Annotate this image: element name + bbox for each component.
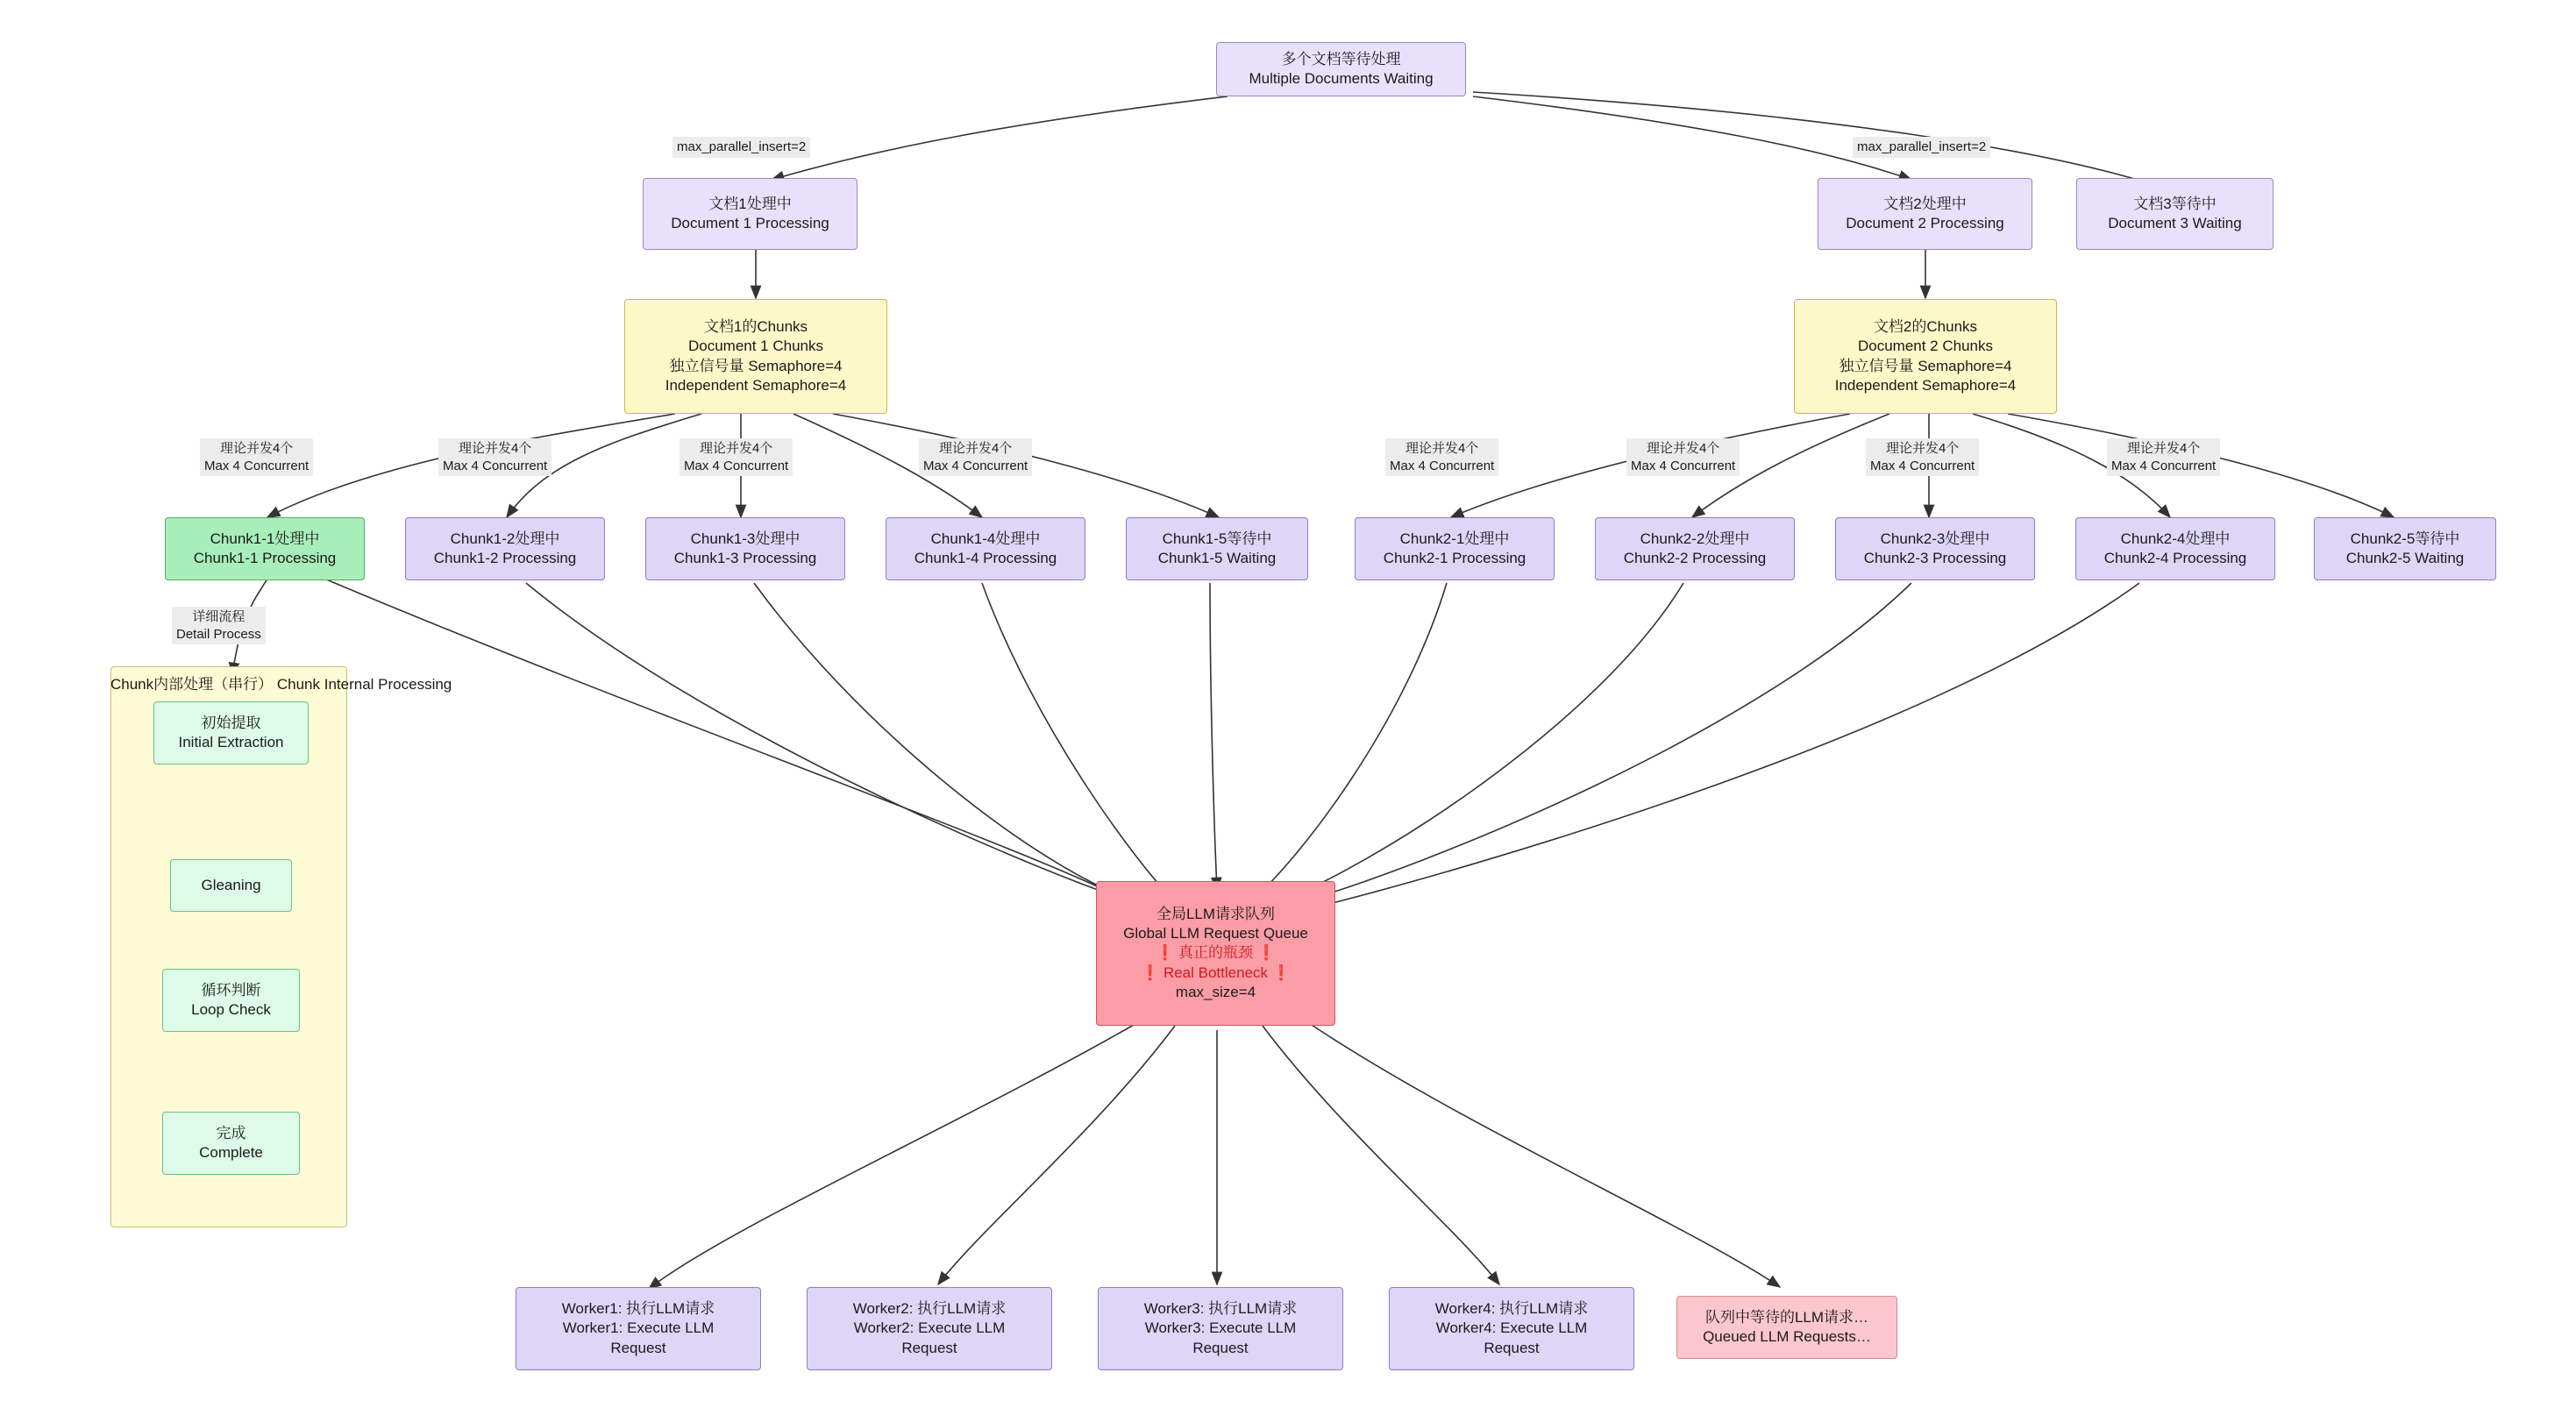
worker-4-en2: Request <box>1484 1339 1540 1356</box>
queued-zh: 队列中等待的LLM请求… <box>1704 1308 1869 1326</box>
worker-3-en2: Request <box>1192 1339 1249 1356</box>
queue-line3: ❗ 真正的瓶颈 ❗ <box>1156 944 1276 962</box>
max4-7-zh: 理论并发4个 <box>1870 440 1975 458</box>
node-gleaning-label: Gleaning <box>201 876 261 893</box>
node-chunk2-5[interactable] <box>2314 517 2496 580</box>
cluster-label-line1: Chunk内部处理（串行） <box>110 676 274 693</box>
node-document-1-zh: 文档1处理中 <box>708 195 792 212</box>
node-multiple-documents[interactable] <box>1216 42 1466 96</box>
node-queued-requests[interactable] <box>1676 1296 1897 1359</box>
edge-label-max4-1 <box>200 438 313 476</box>
worker-4-en1: Worker4: Execute LLM <box>1435 1319 1588 1337</box>
edge-label-max4-4 <box>919 438 1032 476</box>
edge-label-max4-6 <box>1626 438 1740 476</box>
node-complete-en: Complete <box>199 1144 263 1161</box>
detail-zh: 详细流程 <box>176 608 261 626</box>
worker-4-zh: Worker4: 执行LLM请求 <box>1434 1300 1589 1318</box>
doc1-chunks-line2: Document 1 Chunks <box>687 338 824 355</box>
node-initial-extraction[interactable] <box>153 701 309 765</box>
node-document-3[interactable] <box>2076 178 2274 250</box>
max4-4-en: Max 4 Concurrent <box>923 458 1028 473</box>
queue-line1: 全局LLM请求队列 <box>1156 906 1276 923</box>
node-document-3-zh: 文档3等待中 <box>2133 195 2217 212</box>
node-chunk1-1-en: Chunk1-1 Processing <box>193 550 337 566</box>
node-gleaning[interactable] <box>170 859 292 912</box>
node-chunk1-4-zh: Chunk1-4处理中 <box>930 530 1041 547</box>
max4-7-en: Max 4 Concurrent <box>1870 458 1975 473</box>
node-loop-check-en: Loop Check <box>191 1001 271 1018</box>
node-chunk1-5[interactable] <box>1126 517 1308 580</box>
max4-6-zh: 理论并发4个 <box>1631 440 1735 458</box>
max4-2-zh: 理论并发4个 <box>443 440 547 458</box>
node-chunk2-5-en: Chunk2-5 Waiting <box>2345 550 2465 566</box>
edge-label-max4-7 <box>1866 438 1979 476</box>
node-chunk1-3-en: Chunk1-3 Processing <box>673 550 817 566</box>
max4-4-zh: 理论并发4个 <box>923 440 1028 458</box>
worker-3-zh: Worker3: 执行LLM请求 <box>1143 1300 1298 1318</box>
max4-6-en: Max 4 Concurrent <box>1631 458 1736 473</box>
doc2-chunks-line1: 文档2的Chunks <box>1873 318 1978 336</box>
edge-label-detail-process <box>172 607 266 644</box>
node-chunk2-2-zh: Chunk2-2处理中 <box>1640 530 1750 547</box>
node-multiple-documents-en: Multiple Documents Waiting <box>1249 70 1434 87</box>
node-document-2-en: Document 2 Processing <box>1846 215 2004 231</box>
edge-label-max4-3 <box>680 438 793 476</box>
max4-3-en: Max 4 Concurrent <box>684 458 789 473</box>
cluster-label-line2: Chunk Internal Processing <box>276 676 452 693</box>
node-chunk2-5-zh: Chunk2-5等待中 <box>2350 530 2460 547</box>
node-worker-4[interactable] <box>1389 1287 1634 1370</box>
node-chunk1-5-zh: Chunk1-5等待中 <box>1162 530 1272 547</box>
node-initial-extraction-zh: 初始提取 <box>201 714 261 731</box>
node-chunk1-3[interactable] <box>645 517 845 580</box>
max4-5-en: Max 4 Concurrent <box>1390 458 1495 473</box>
edge-label-max-parallel-right: max_parallel_insert=2 <box>1853 137 1990 158</box>
node-chunk2-1-en: Chunk2-1 Processing <box>1383 550 1526 566</box>
queued-en: Queued LLM Requests… <box>1703 1328 1871 1345</box>
node-worker-1[interactable] <box>516 1287 761 1370</box>
max4-2-en: Max 4 Concurrent <box>443 458 548 473</box>
node-document-2-zh: 文档2处理中 <box>1883 195 1967 212</box>
node-chunk2-2[interactable] <box>1595 517 1795 580</box>
node-chunk2-4-zh: Chunk2-4处理中 <box>2120 530 2231 547</box>
node-chunk2-4[interactable] <box>2075 517 2275 580</box>
node-chunk2-3-zh: Chunk2-3处理中 <box>1880 530 1990 547</box>
max4-1-zh: 理论并发4个 <box>204 440 309 458</box>
edge-label-max-parallel-left: max_parallel_insert=2 <box>672 137 810 158</box>
node-chunk1-2-zh: Chunk1-2处理中 <box>450 530 560 547</box>
worker-2-en1: Worker2: Execute LLM <box>853 1319 1006 1337</box>
node-document-3-en: Document 3 Waiting <box>2108 215 2242 231</box>
node-chunk2-1-zh: Chunk2-1处理中 <box>1399 530 1510 547</box>
node-worker-2[interactable] <box>807 1287 1052 1370</box>
cluster-chunk-internal-label <box>110 675 452 694</box>
node-complete[interactable] <box>162 1112 300 1175</box>
edge-label-max4-5 <box>1385 438 1498 476</box>
node-chunk2-1[interactable] <box>1355 517 1555 580</box>
node-document-2[interactable] <box>1818 178 2032 250</box>
node-complete-zh: 完成 <box>216 1124 246 1141</box>
queue-line5: max_size=4 <box>1175 983 1256 1000</box>
node-document-2-chunks[interactable] <box>1794 299 2057 414</box>
doc1-chunks-line4: Independent Semaphore=4 <box>665 376 847 394</box>
doc2-chunks-line4: Independent Semaphore=4 <box>1834 376 2017 394</box>
doc1-chunks-line1: 文档1的Chunks <box>703 318 808 336</box>
node-global-llm-queue[interactable] <box>1096 881 1335 1026</box>
max4-1-en: Max 4 Concurrent <box>204 458 310 473</box>
node-document-1[interactable] <box>643 178 857 250</box>
max4-8-zh: 理论并发4个 <box>2111 440 2216 458</box>
worker-1-en2: Request <box>610 1339 666 1356</box>
node-chunk1-5-en: Chunk1-5 Waiting <box>1157 550 1277 566</box>
worker-3-en1: Worker3: Execute LLM <box>1144 1319 1297 1337</box>
edge-label-max4-2 <box>438 438 551 476</box>
node-loop-check[interactable] <box>162 969 300 1032</box>
node-document-1-en: Document 1 Processing <box>671 215 829 231</box>
node-chunk1-3-zh: Chunk1-3处理中 <box>690 530 801 547</box>
node-chunk2-4-en: Chunk2-4 Processing <box>2103 550 2247 566</box>
worker-2-zh: Worker2: 执行LLM请求 <box>852 1300 1007 1318</box>
worker-2-en2: Request <box>901 1339 957 1356</box>
queue-line2: Global LLM Request Queue <box>1123 925 1308 942</box>
doc1-chunks-line3: 独立信号量 Semaphore=4 <box>669 357 843 374</box>
doc2-chunks-line2: Document 2 Chunks <box>1857 338 1994 355</box>
node-chunk1-2-en: Chunk1-2 Processing <box>433 550 577 566</box>
queue-line4: ❗ Real Bottleneck ❗ <box>1141 964 1291 981</box>
edge-label-max4-8 <box>2107 438 2220 476</box>
doc2-chunks-line3: 独立信号量 Semaphore=4 <box>1839 357 2012 374</box>
max4-3-zh: 理论并发4个 <box>684 440 788 458</box>
node-chunk2-3[interactable] <box>1835 517 2035 580</box>
node-chunk1-1[interactable] <box>165 517 365 580</box>
node-loop-check-zh: 循环判断 <box>201 981 261 999</box>
node-chunk1-4-en: Chunk1-4 Processing <box>914 550 1057 566</box>
node-chunk2-2-en: Chunk2-2 Processing <box>1623 550 1767 566</box>
worker-1-en1: Worker1: Execute LLM <box>562 1319 715 1337</box>
node-chunk2-3-en: Chunk2-3 Processing <box>1863 550 2007 566</box>
node-chunk1-2[interactable] <box>405 517 605 580</box>
max4-5-zh: 理论并发4个 <box>1390 440 1494 458</box>
node-multiple-documents-zh: 多个文档等待处理 <box>1281 50 1401 68</box>
node-document-1-chunks[interactable] <box>624 299 887 414</box>
worker-1-zh: Worker1: 执行LLM请求 <box>561 1300 715 1318</box>
node-worker-3[interactable] <box>1098 1287 1343 1370</box>
node-initial-extraction-en: Initial Extraction <box>178 734 284 750</box>
detail-en: Detail Process <box>176 626 261 642</box>
max4-8-en: Max 4 Concurrent <box>2111 458 2217 473</box>
node-chunk1-1-zh: Chunk1-1处理中 <box>210 530 320 547</box>
node-chunk1-4[interactable] <box>886 517 1085 580</box>
